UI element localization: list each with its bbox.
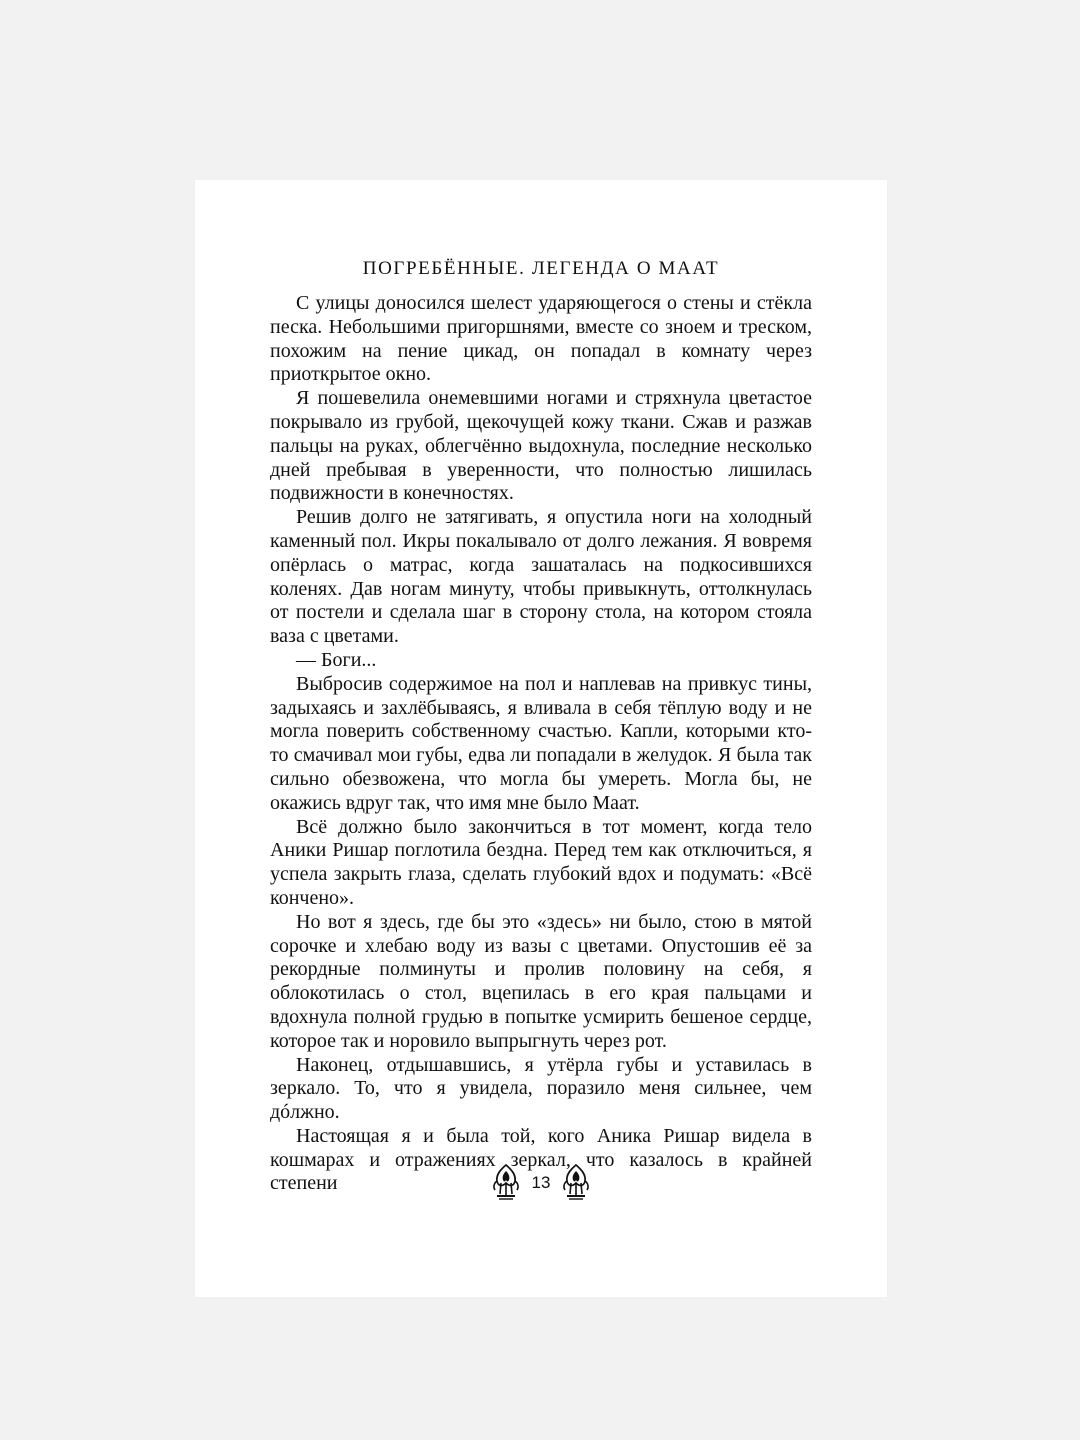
paragraph: Я пошевелила онемевшими ногами и стряхнула цветастое покрывало из грубой, щекочущей кожу ткани. Сжав и разжав пальцы на руках, облегчённо выдохнула, последние несколько дней пребывая в уверенности, что полностью лишилась подвижности в конечностях. — [270, 387, 812, 505]
paragraph: Наконец, отдышавшись, я утёрла губы и уставилась в зеркало. То, что я увидела, поразило меня сильнее, чем дóлжно. — [270, 1053, 812, 1124]
left-ornament-icon — [490, 1163, 522, 1203]
page-number: 13 — [531, 1173, 551, 1192]
book-page — [195, 180, 887, 1297]
running-head: ПОГРЕБЁННЫЕ. ЛЕГЕНДА О МААТ — [362, 258, 720, 279]
paragraph: Настоящая я и была той, кого Аника Ришар видела в кошмарах и отражениях зеркал, что казалось в крайней степени — [270, 1124, 812, 1195]
page-body-text — [270, 292, 812, 1196]
folio — [195, 1163, 887, 1203]
paragraph: С улицы доносился шелест ударяющегося о стены и стёкла песка. Небольшими пригоршнями, вместе со зноем и треском, похожим на пение цикад, он попадал в комнату через приоткрытое окно. — [270, 292, 812, 386]
paragraph: Всё должно было закончиться в тот момент, когда тело Аники Ришар поглотила бездна. Перед тем как отключиться, я успела закрыть глаза, сделать глубокий вдох и подумать: «Всё кончено». — [270, 815, 812, 909]
right-ornament-icon — [560, 1163, 592, 1203]
paragraph: Решив долго не затягивать, я опустила ноги на холодный каменный пол. Икры покалывало от долго лежания. Я вовремя опёрлась о матрас, когда зашаталась на подкосившихся коленях. Дав ногам минуту, чтобы привыкнуть, оттолкнулась от постели и сделала шаг в сторону стола, на котором стояла ваза с цветами. — [270, 506, 812, 648]
paragraph: Выбросив содержимое на пол и наплевав на привкус тины, задыхаясь и захлёбываясь, я вливала в себя тёплую воду и не могла поверить собственному счастью. Капли, которыми кто-то смачивал мои губы, едва ли попадали в желудок. Я была так сильно обезвожена, что могла бы умереть. Могла бы, не окажись вдруг так, что имя мне было Маат. — [270, 672, 812, 814]
paragraph: Но вот я здесь, где бы это «здесь» ни было, стою в мятой сорочке и хлебаю воду из вазы с цветами. Опустошив её за рекордные полминуты и пролив половину на себя, я облокотилась о стол, вцепилась в его края пальцами и вдохнула полной грудью в попытке усмирить бешеное сердце, которое так и норовило выпрыгнуть через рот. — [270, 910, 812, 1052]
paragraph: — Боги... — [296, 648, 377, 671]
